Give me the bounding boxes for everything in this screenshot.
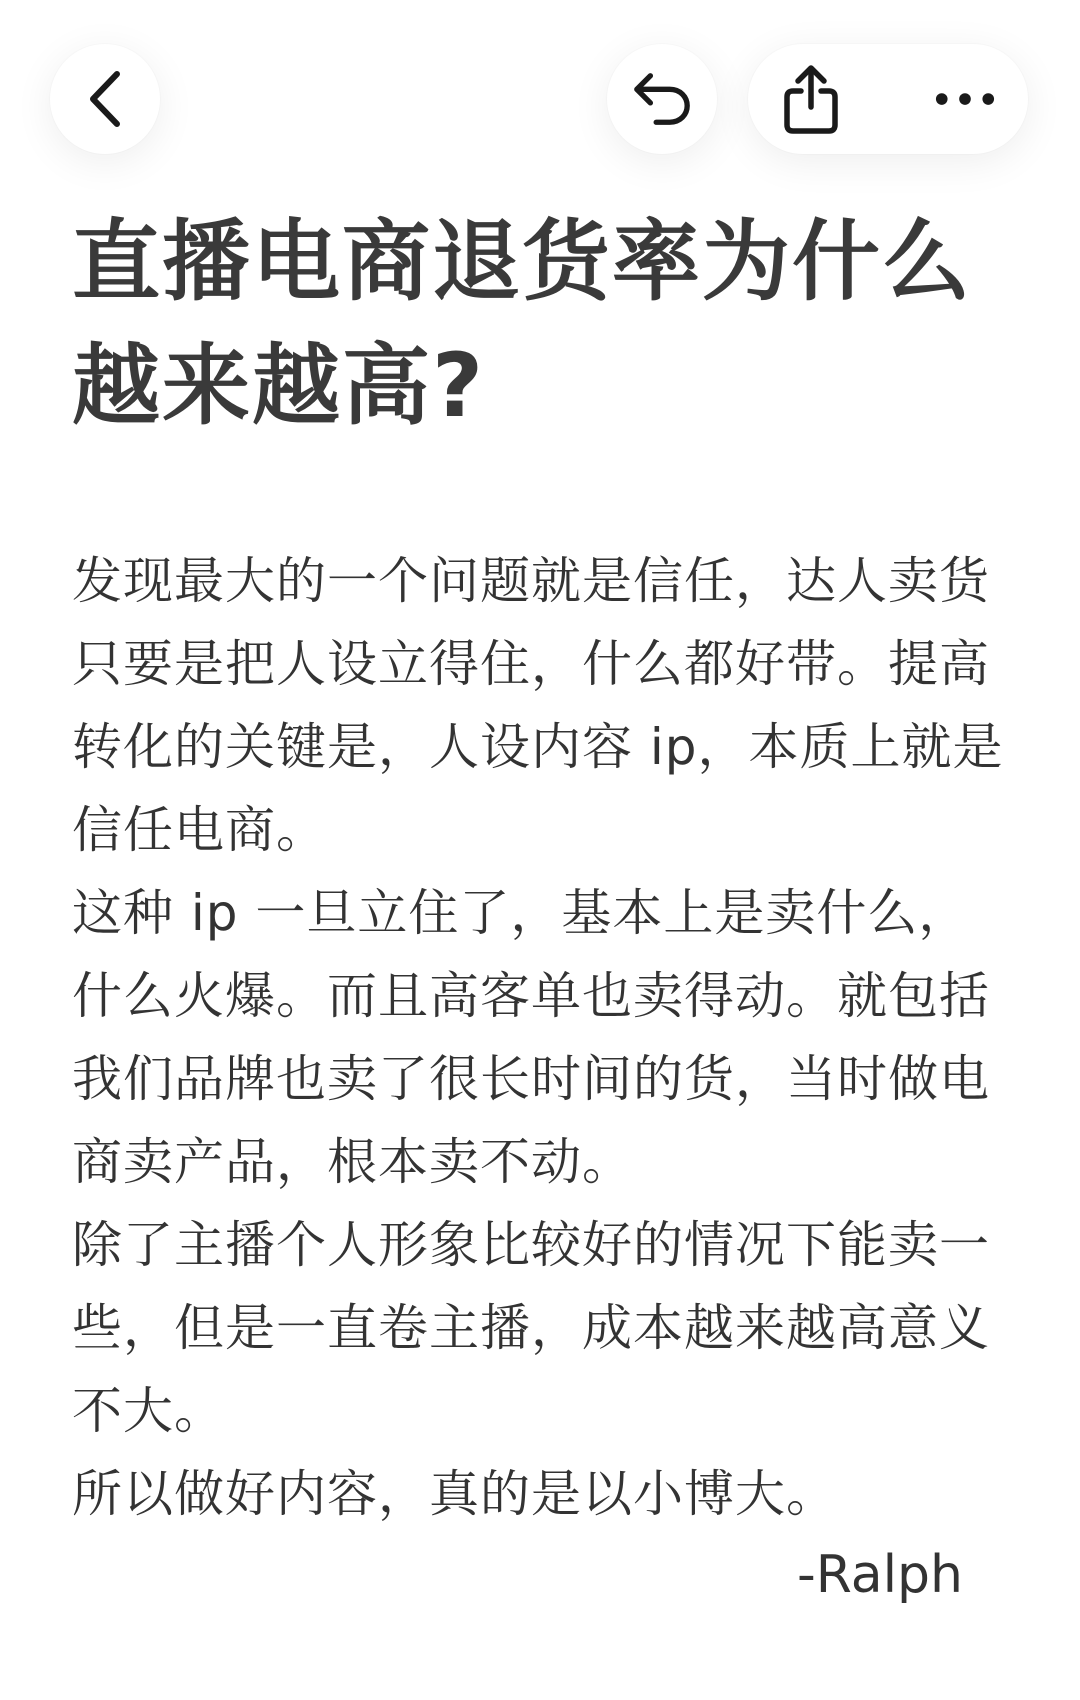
article-body [72, 540, 1012, 1536]
chevron-left-icon [74, 68, 136, 130]
paragraph-2: 这种 ip 一旦立住了，基本上是卖什么，什么火爆。而且高客单也卖得动。就包括我们品牌也卖了很长时间的货，当时做电商卖产品，根本卖不动。 [72, 884, 990, 1191]
paragraph-4: 所以做好内容，真的是以小博大。 [72, 1465, 837, 1523]
share-icon[interactable] [780, 68, 842, 130]
back-button[interactable] [50, 44, 160, 154]
paragraph-1: 发现最大的一个问题就是信任，达人卖货只要是把人设立得住，什么都好带。提高转化的关键是，人设内容 ip，本质上就是信任电商。 [72, 552, 1004, 859]
undo-arrow-icon [631, 68, 693, 130]
undo-button[interactable] [607, 44, 717, 154]
author-signature: -Ralph [796, 1545, 963, 1605]
more-dots-icon[interactable] [934, 68, 996, 130]
paragraph-3: 除了主播个人形象比较好的情况下能卖一些，但是一直卷主播，成本越来越高意义不大。 [72, 1216, 990, 1440]
article-title: 直播电商退货率为什么越来越高? [72, 210, 973, 437]
top-toolbar [0, 0, 1080, 200]
action-button-group [748, 44, 1028, 154]
